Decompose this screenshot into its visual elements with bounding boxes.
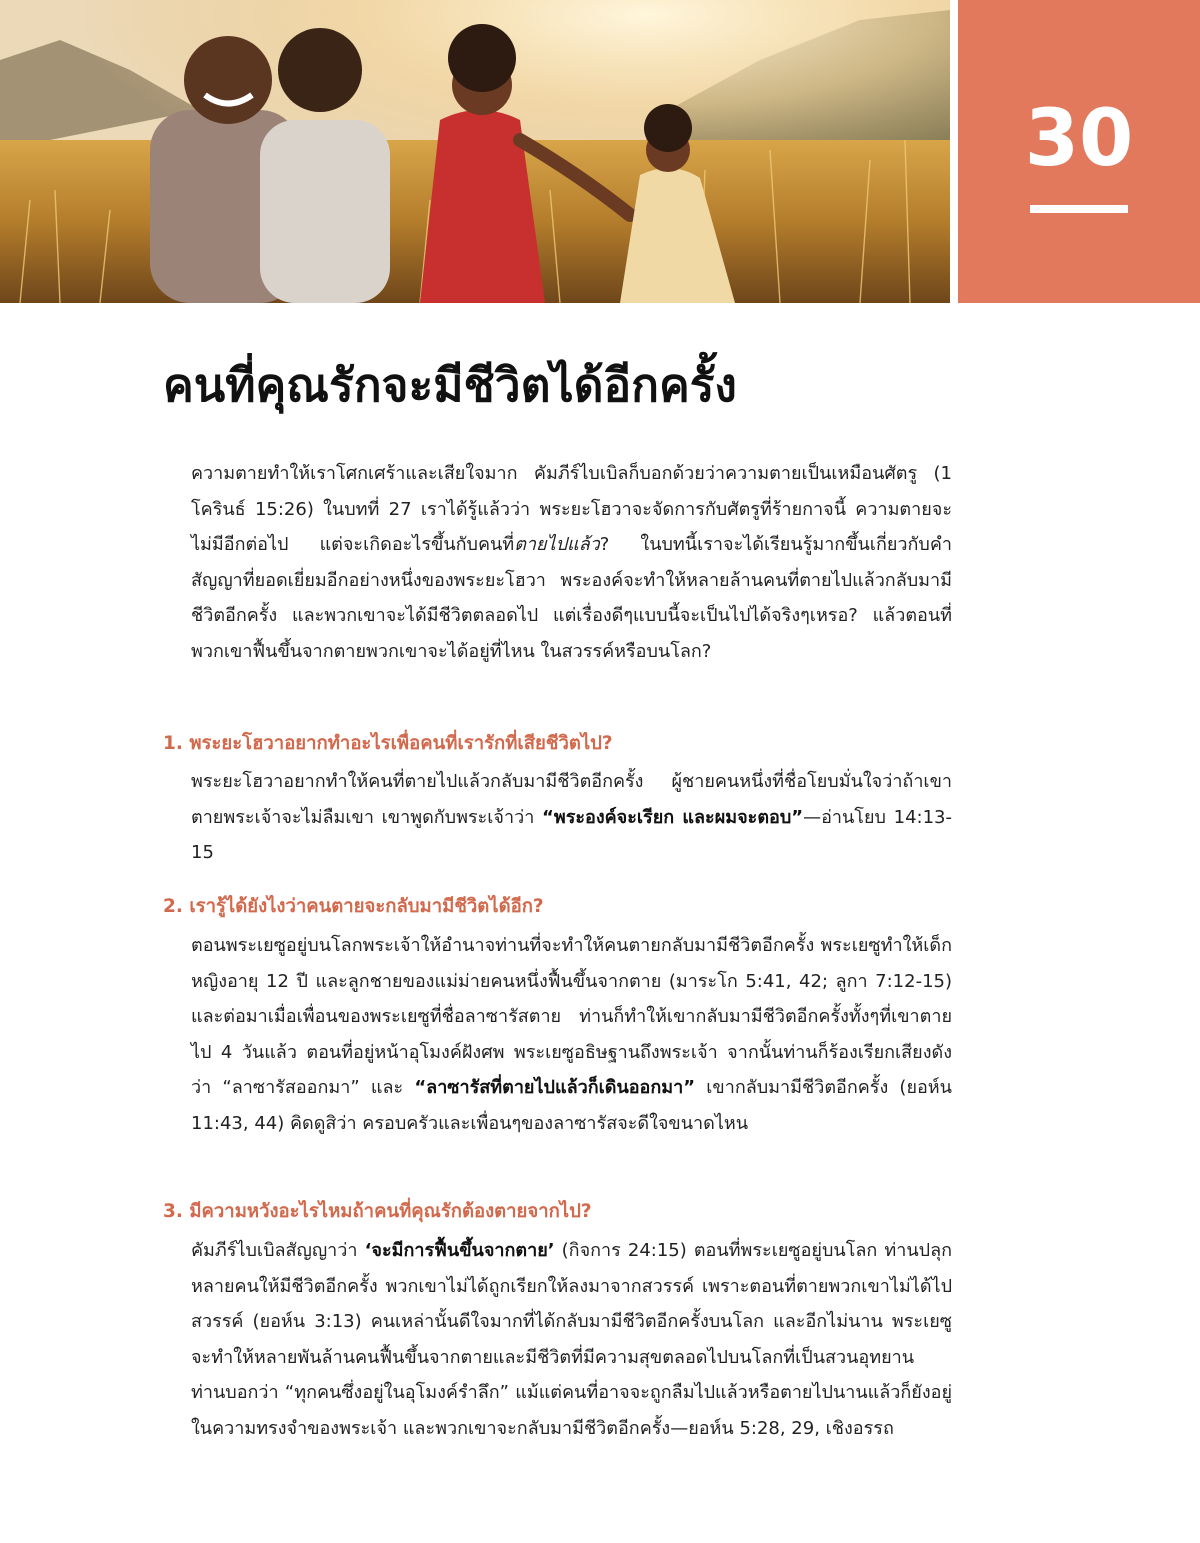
intro-paragraph [191,456,952,669]
intro-text-2: ? ในบทนี้เราจะได้เรียนรู้มากขึ้นเกี่ยวกับคำสัญญาที่ยอดเยี่ยมอีกอย่างหนึ่งของพระยะโฮวา พระองค์จะทำให้หลายล้านคนที่ตายไปแล้วกลับมามีชีวิตอีกครั้ง และพวกเขาจะได้มีชีวิตตลอดไป แต่เรื่องดีๆแบบนี้จะเป็นไปได้จริงๆเหรอ? แล้วตอนที่พวกเขาฟื้นขึ้นจากตายพวกเขาจะได้อยู่ที่ไหน ในสวรรค์หรือบนโลก? [191,534,952,662]
hero-photo [0,0,950,303]
answer-1-text-a: พระยะโฮวาอยากทำให้คนที่ตายไปแล้วกลับมามีชีวิตอีกครั้ง ผู้ชายคนหนึ่งที่ชื่อโยบมั่นใจว่าถ้าเขาตายพระเจ้าจะไม่ลืมเขา เขาพูดกับพระเจ้าว่า [191,771,952,828]
answer-2-quote: “ลาซารัสที่ตายไปแล้วก็เดินออกมา” [414,1077,696,1098]
family-meadow-illustration [0,0,950,303]
answer-1-text-b: —อ่านโยบ 14:13-15 [191,806,952,863]
answer-2-text-a: ตอนพระเยซูอยู่บนโลกพระเจ้าให้อำนาจท่านที่จะทำให้คนตายกลับมามีชีวิตอีกครั้ง พระเยซูทำให้เด็กหญิงอายุ 12 ปี และลูกชายของแม่ม่ายคนหนึ่งฟื้นขึ้นจากตาย (มาระโก 5:41, 42; ลูกา 7:12-15) และต่อมาเมื่อเพื่อนของพระเยซูที่ชื่อลาซารัสตาย ท่านก็ทำให้เขากลับมามีชีวิตอีกครั้งทั้งๆที่เขาตายไป 4 วันแล้ว ตอนที่อยู่หน้าอุโมงค์ฝังศพ พระเยซูอธิษฐานถึงพระเจ้า จากนั้นท่านก็ร้องเรียกเสียงดังว่า “ลาซารัสออกมา” และ [191,935,952,1098]
intro-text-1: ความตายทำให้เราโศกเศร้าและเสียใจมาก คัมภีร์ไบเบิลก็บอกด้วยว่าความตายเป็นเหมือนศัตรู (1 โครินธ์ 15:26) ในบทที่ 27 เราได้รู้แล้วว่า พระยะโฮวาจะจัดการกับศัตรูที่ร้ายกาจนี้ ความตายจะไม่มีอีกต่อไป แต่จะเกิดอะไรขึ้นกับคนที่ [191,463,952,555]
question-3: 3. มีความหวังอะไรไหมถ้าคนที่คุณรักต้องตายจากไป? [163,1201,592,1222]
answer-1 [191,764,952,871]
chapter-number-box [958,0,1200,303]
question-2: 2. เรารู้ได้ยังไงว่าคนตายจะกลับมามีชีวิตได้อีก? [163,896,544,917]
answer-3-quote: ‘จะมีการฟื้นขึ้นจากตาย’ [364,1240,555,1261]
answer-2 [191,928,952,1141]
answer-2-text-b: เขากลับมามีชีวิตอีกครั้ง (ยอห์น 11:43, 44) คิดดูสิว่า ครอบครัวและเพื่อนๆของลาซารัสจะดีใจขนาดไหน [191,1077,952,1134]
chapter-underline [1030,205,1128,213]
intro-italic: ตายไปแล้ว [514,534,600,555]
answer-3 [191,1233,952,1446]
answer-1-quote: “พระองค์จะเรียก และผมจะตอบ” [542,806,804,828]
answer-3-text-a: คัมภีร์ไบเบิลสัญญาว่า [191,1240,365,1261]
lesson-title: คนที่คุณรักจะมีชีวิตได้อีกครั้ง [163,358,737,412]
chapter-number: 30 [1024,94,1134,184]
question-1: 1. พระยะโฮวาอยากทำอะไรเพื่อคนที่เรารักที่เสียชีวิตไป? [163,733,613,754]
answer-3-text-b: (กิจการ 24:15) ตอนที่พระเยซูอยู่บนโลก ท่านปลุกหลายคนให้มีชีวิตอีกครั้ง พวกเขาไม่ได้ถูกเรียกให้ลงมาจากสวรรค์ เพราะตอนที่ตายพวกเขาไม่ได้ไปสวรรค์ (ยอห์น 3:13) คนเหล่านั้นดีใจมากที่ได้กลับมามีชีวิตอีกครั้งบนโลก และอีกไม่นาน พระเยซูจะทำให้หลายพันล้านคนฟื้นขึ้นจากตายและมีชีวิตที่มีความสุขตลอดไปบนโลกที่เป็นสวนอุทยาน ท่านบอกว่า “ทุกคนซึ่งอยู่ในอุโมงค์รำลึก” แม้แต่คนที่อาจจะถูกลืมไปแล้วหรือตายไปนานแล้วก็ยังอยู่ในความทรงจำของพระเจ้า และพวกเขาจะกลับมามีชีวิตอีกครั้ง—ยอห์น 5:28, 29, เชิงอรรถ [191,1240,953,1439]
